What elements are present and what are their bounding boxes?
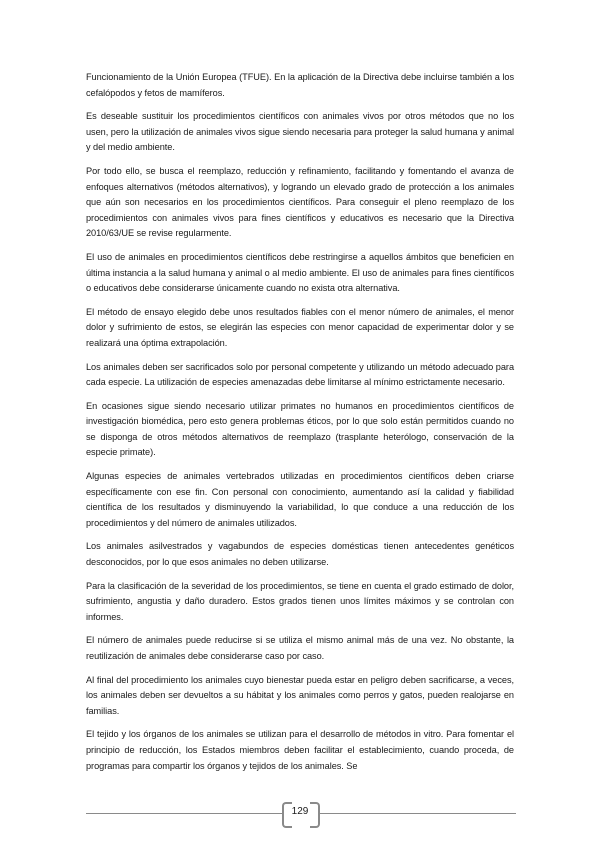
- paragraph: El método de ensayo elegido debe unos resultados fiables con el menor número de animales, el menor dolor y sufrimiento de estos, se elegirán las especies con menor capacidad de experimentar dolor y se realizará una óptima extrapolación.: [86, 306, 514, 348]
- paragraph: Los animales deben ser sacrificados solo por personal competente y utilizando un método adecuado para cada especie. La utilización de especies amenazadas debe limitarse al mínimo estrictamente necesario.: [86, 361, 514, 388]
- paragraph: El número de animales puede reducirse si se utiliza el mismo animal más de una vez. No obstante, la reutilización de animales debe considerarse caso por caso.: [86, 635, 514, 661]
- footer-rule-left: [86, 813, 282, 814]
- paragraph: El tejido y los órganos de los animales se utilizan para el desarrollo de métodos in vitro. Para fomentar el principio de reducción, los Estados miembros deben facilitar el establecimiento, cuando proceda, de programas para compartir los órganos y tejidos de los animales. Se: [86, 729, 514, 771]
- paragraph: El uso de animales en procedimientos científicos debe restringirse a aquellos ámbitos que beneficien en última instancia a la salud humana y animal o al medio ambiente. El uso de animales para fines científicos o educativos debe considerarse únicamente cuando no exista otra alternativa.: [86, 251, 514, 294]
- paragraph: Para la clasificación de la severidad de los procedimientos, se tiene en cuenta el grado estimado de dolor, sufrimiento, angustia y daño duradero. Estos grados tienen unos límites máximos y se controlan con informes.: [86, 580, 514, 622]
- page-number: 129: [291, 806, 309, 817]
- paragraph: Los animales asilvestrados y vagabundos de especies domésticas tienen antecedentes genéticos desconocidos, por lo que esos animales no deben utilizarse.: [86, 541, 514, 568]
- page-number-bracket-right: [310, 802, 320, 828]
- paragraph: Es deseable sustituir los procedimientos científicos con animales vivos por otros métodos que no los usen, pero la utilización de animales vivos sigue siendo necesaria para proteger la salud humana y animal y del medio ambiente.: [86, 111, 514, 153]
- paragraph: En ocasiones sigue siendo necesario utilizar primates no humanos en procedimientos científicos de investigación biomédica, pero esto genera problemas éticos, por lo que solo están permitidos cuando no se disponga de otros métodos alternativos de reemplazo (trasplante heterólogo, conservación de la especie primate).: [86, 400, 514, 458]
- paragraph: Algunas especies de animales vertebrados utilizadas en procedimientos científicos deben criarse específicamente con ese fin. Con personal con conocimiento, aumentando así la calidad y fiabilidad científica de los resultados y disminuyendo la variabilidad, lo que conduce a una reducción de los procedimientos y del número de animales utilizados.: [86, 471, 514, 528]
- footer-rule-right: [320, 813, 516, 814]
- page-footer: [0, 800, 599, 830]
- paragraph: Al final del procedimiento los animales cuyo bienestar pueda estar en peligro deben sacrificarse, a veces, los animales deben ser devueltos a su hábitat y los animales como perros y gatos, pueden realojarse en familias.: [86, 674, 514, 716]
- paragraph: Por todo ello, se busca el reemplazo, reducción y refinamiento, facilitando y fomentando el avanza de enfoques alternativos (métodos alternativos), y logrando un elevado grado de protección a los animales que aún son necesarios en los procedimientos científicos. Para conseguir el pleno reemplazo de los procedimientos con animales vivos para fines científicos y educativos es necesario que la Directiva 2010/63/UE se revise regularmente.: [86, 165, 514, 239]
- body-text: [86, 70, 514, 782]
- paragraph: Funcionamiento de la Unión Europea (TFUE). En la aplicación de la Directiva debe incluirse también a los cefalópodos y fetos de mamíferos.: [86, 72, 514, 98]
